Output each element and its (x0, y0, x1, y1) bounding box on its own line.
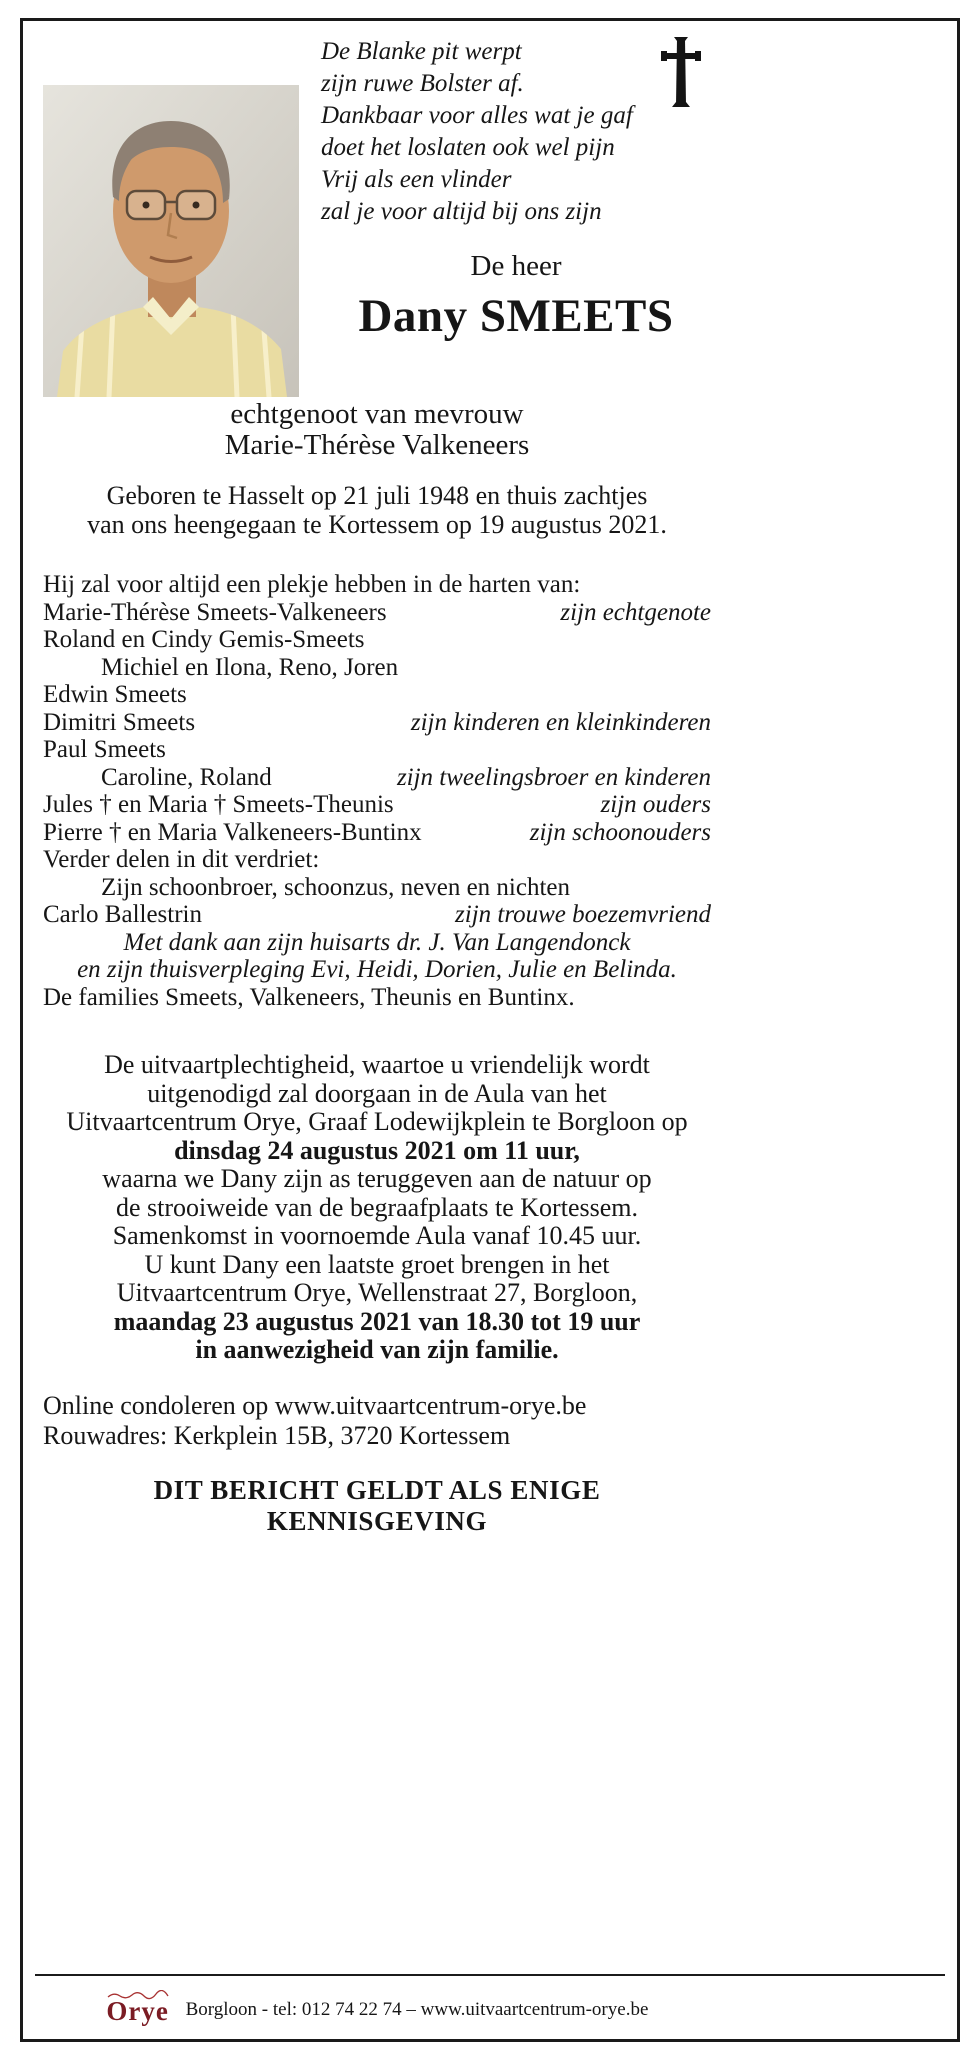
condolence-block (43, 1391, 711, 1451)
life-dates (43, 481, 711, 539)
ceremony-line: U kunt Dany een laatste groet brengen in het (144, 1249, 610, 1279)
obituary-card (20, 18, 960, 2042)
poem-line: zal je voor altijd bij ons zijn (321, 198, 602, 225)
family-row (43, 874, 711, 902)
family-relation: zijn tweelingsbroer en kinderen (396, 763, 711, 791)
funeral-home-logo (106, 1988, 170, 2025)
logo-text: Orye (106, 1996, 169, 2026)
footer-contact: Borgloon - tel: 012 74 22 74 – www.uitvaartcentrum-orye.be (185, 1998, 649, 2020)
ceremony-section (43, 1051, 711, 1365)
life-line: Geboren te Hasselt op 21 juli 1948 en thuis zachtjes (106, 481, 648, 510)
family-row (43, 599, 711, 627)
ceremony-line: maandag 23 augustus 2021 van 18.30 tot 19 uur (113, 1306, 641, 1336)
family-member-name: Roland en Cindy Gemis-Smeets (43, 626, 365, 653)
ceremony-line: dinsdag 24 augustus 2021 om 11 uur, (174, 1135, 580, 1165)
portrait-photo (43, 85, 299, 397)
life-line: van ons heengegaan te Kortessem op 19 augustus 2021. (87, 510, 667, 539)
family-relation: zijn trouwe boezemvriend (455, 901, 711, 928)
deceased-name: Dany SMEETS (358, 290, 674, 342)
family-relation: zijn echtgenote (560, 598, 711, 626)
family-member-name: Zijn schoonbroer, schoonzus, neven en nichten (101, 873, 571, 901)
spouse-name: Marie-Thérèse Valkeneers (224, 429, 530, 461)
poem-line: zijn ruwe Bolster af. (321, 70, 524, 97)
spouse-block (43, 399, 711, 461)
condolence-online: Online condoleren op www.uitvaartcentrum-orye.be (43, 1390, 587, 1420)
poem-line: doet het loslaten ook wel pijn (321, 134, 615, 161)
poem-line: Dankbaar voor alles wat je gaf (321, 102, 633, 129)
footer-row (43, 1988, 711, 2025)
ceremony-line: in aanwezigheid van zijn familie. (195, 1335, 559, 1364)
family-row (43, 709, 711, 737)
family-member-name: Dimitri Smeets (43, 708, 196, 736)
family-member-name: Michiel en Ilona, Reno, Joren (101, 653, 399, 681)
family-relation: zijn ouders (600, 791, 711, 818)
family-member-name: Paul Smeets (43, 736, 166, 763)
poem-line: De Blanke pit werpt (321, 38, 522, 65)
family-member-name: Jules † en Maria † Smeets-Theunis (43, 791, 394, 818)
header-right (299, 36, 711, 397)
poem (321, 36, 711, 228)
footer-divider (35, 1974, 945, 1976)
family-row (43, 654, 711, 682)
memorial-cross-icon (659, 36, 703, 113)
condolence-address: Rouwadres: Kerkplein 15B, 3720 Kortessem (43, 1420, 511, 1450)
family-row (43, 791, 711, 819)
family-relation: zijn kinderen en kleinkinderen (410, 708, 711, 736)
family-member-name: Marie-Thérèse Smeets-Valkeneers (43, 598, 387, 626)
families-line: De families Smeets, Valkeneers, Theunis en Buntinx. (43, 983, 575, 1011)
family-row (43, 764, 711, 792)
family-row (43, 846, 711, 874)
header (43, 36, 711, 397)
family-row (43, 681, 711, 709)
ceremony-line: De uitvaartplechtigheid, waartoe u vriendelijk wordt (104, 1050, 650, 1079)
salutation: De heer (470, 250, 562, 282)
notice-text: DIT BERICHT GELDT ALS ENIGE KENNISGEVING (153, 1474, 601, 1536)
family-relation: zijn schoonouders (529, 818, 711, 846)
poem-line: Vrij als een vlinder (321, 166, 512, 193)
family-row (43, 626, 711, 654)
family-intro: Hij zal voor altijd een plekje hebben in de harten van: (43, 571, 581, 598)
family-member-name: Edwin Smeets (43, 681, 187, 708)
family-row (43, 736, 711, 764)
ceremony-line: Uitvaartcentrum Orye, Wellenstraat 27, Borgloon, (116, 1278, 638, 1307)
family-member-name: Verder delen in dit verdriet: (43, 846, 320, 873)
ceremony-line: waarna we Dany zijn as teruggeven aan de natuur op (102, 1164, 652, 1193)
thanks-line: Met dank aan zijn huisarts dr. J. Van Langendonck (123, 928, 631, 956)
family-row (43, 901, 711, 929)
family-member-name: Caroline, Roland (101, 763, 272, 791)
ceremony-line: uitgenodigd zal doorgaan in de Aula van het (147, 1078, 607, 1108)
spouse-intro: echtgenoot van mevrouw (230, 398, 524, 430)
content-column (43, 21, 711, 1537)
ceremony-line: Uitvaartcentrum Orye, Graaf Lodewijkplein te Borgloon op (66, 1107, 688, 1136)
family-section (43, 571, 711, 1011)
thanks-line: en zijn thuisverpleging Evi, Heidi, Dorien, Julie en Belinda. (77, 956, 677, 983)
ceremony-line: de strooiweide van de begraafplaats te Kortessem. (116, 1192, 638, 1222)
family-row (43, 819, 711, 847)
footer (23, 1974, 957, 2039)
family-member-name: Pierre † en Maria Valkeneers-Buntinx (43, 818, 422, 846)
ceremony-line: Samenkomst in voornoemde Aula vanaf 10.45 uur. (112, 1221, 642, 1250)
family-member-name: Carlo Ballestrin (43, 901, 202, 928)
